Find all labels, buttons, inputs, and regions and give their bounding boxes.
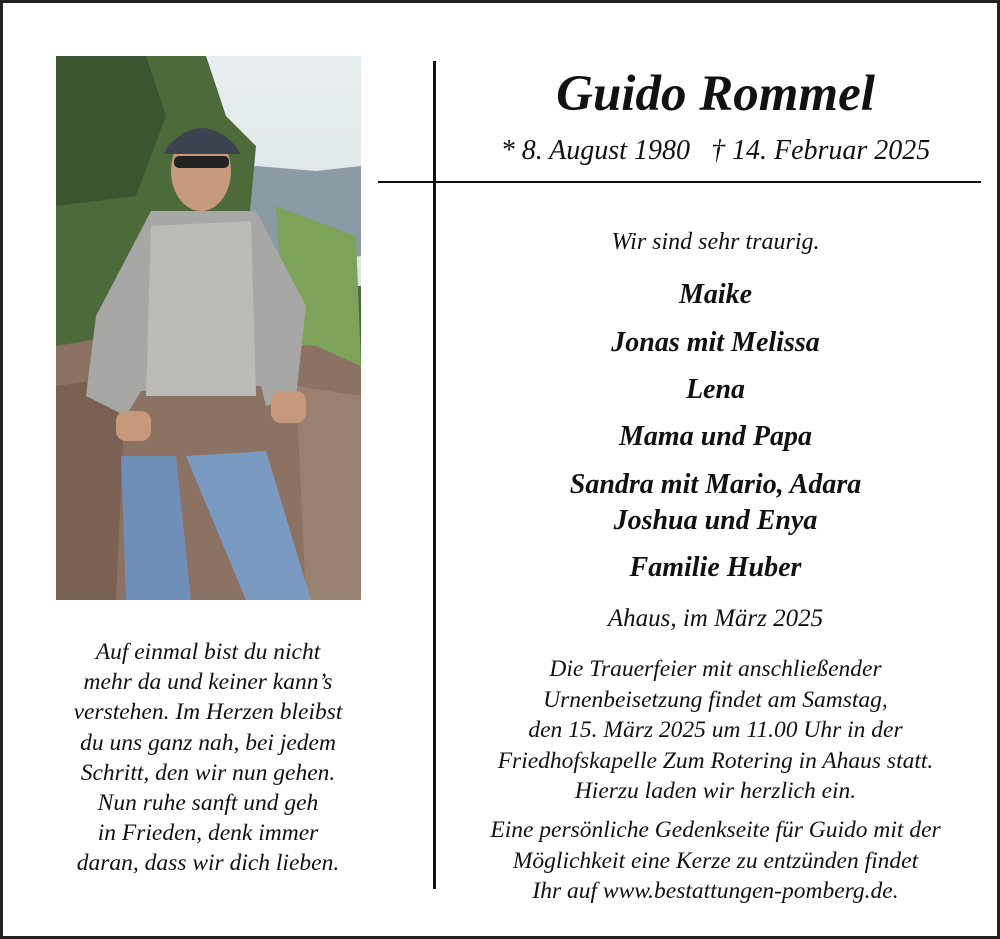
poem-line: daran, dass wir dich lieben. (76, 850, 340, 877)
portrait-photo (56, 56, 361, 600)
mourning-intro: Wir sind sehr traurig. (611, 229, 820, 255)
ceremony-text (433, 654, 998, 807)
ceremony-line: Friedhofskapelle Zum Rotering in Ahaus statt. (497, 747, 934, 774)
poem-line: verstehen. Im Herzen bleibst (73, 699, 343, 726)
life-dates: * 8. August 1980 † 14. Februar 2025 (500, 135, 931, 166)
horizontal-divider (378, 181, 981, 183)
mourner-name: Sandra mit Mario, Adara (569, 469, 862, 500)
poem-line: mehr da und keiner kann’s (83, 669, 333, 696)
ceremony-line: Die Trauerfeier mit anschließender (549, 656, 882, 682)
memorial-line: Ihr auf www.bestattungen-pomberg.de. (532, 878, 899, 904)
poem (43, 637, 373, 879)
ceremony-line: Hierzu laden wir herzlich ein. (574, 778, 857, 804)
mourner-name: Lena (685, 374, 746, 405)
poem-line: Schritt, den wir nun gehen. (80, 759, 336, 786)
memorial-line: Möglichkeit eine Kerze zu entzünden findet (512, 847, 919, 874)
mourner-name: Jonas mit Melissa (611, 327, 820, 358)
ceremony-line: Urnenbeisetzung findet am Samstag, (543, 686, 888, 713)
poem-line: Auf einmal bist du nicht (95, 639, 321, 665)
memorial-line: Eine persönliche Gedenkseite für Guido mit der (490, 817, 941, 843)
mourner-name: Familie Huber (629, 552, 802, 583)
place-date: Ahaus, im März 2025 (607, 605, 824, 632)
mourner-name: Mama und Papa (619, 421, 812, 452)
poem-line: du uns ganz nah, bei jedem (80, 729, 336, 756)
mourner-name: Joshua und Enya (613, 505, 818, 536)
deceased-name: Guido Rommel (556, 66, 875, 122)
mourner-name: Maike (678, 279, 753, 310)
poem-line: Nun ruhe sanft und geh (97, 790, 319, 817)
memorial-text (433, 815, 998, 907)
ceremony-line: den 15. März 2025 um 11.00 Uhr in der (528, 717, 903, 743)
poem-line: in Frieden, denk immer (97, 820, 319, 847)
